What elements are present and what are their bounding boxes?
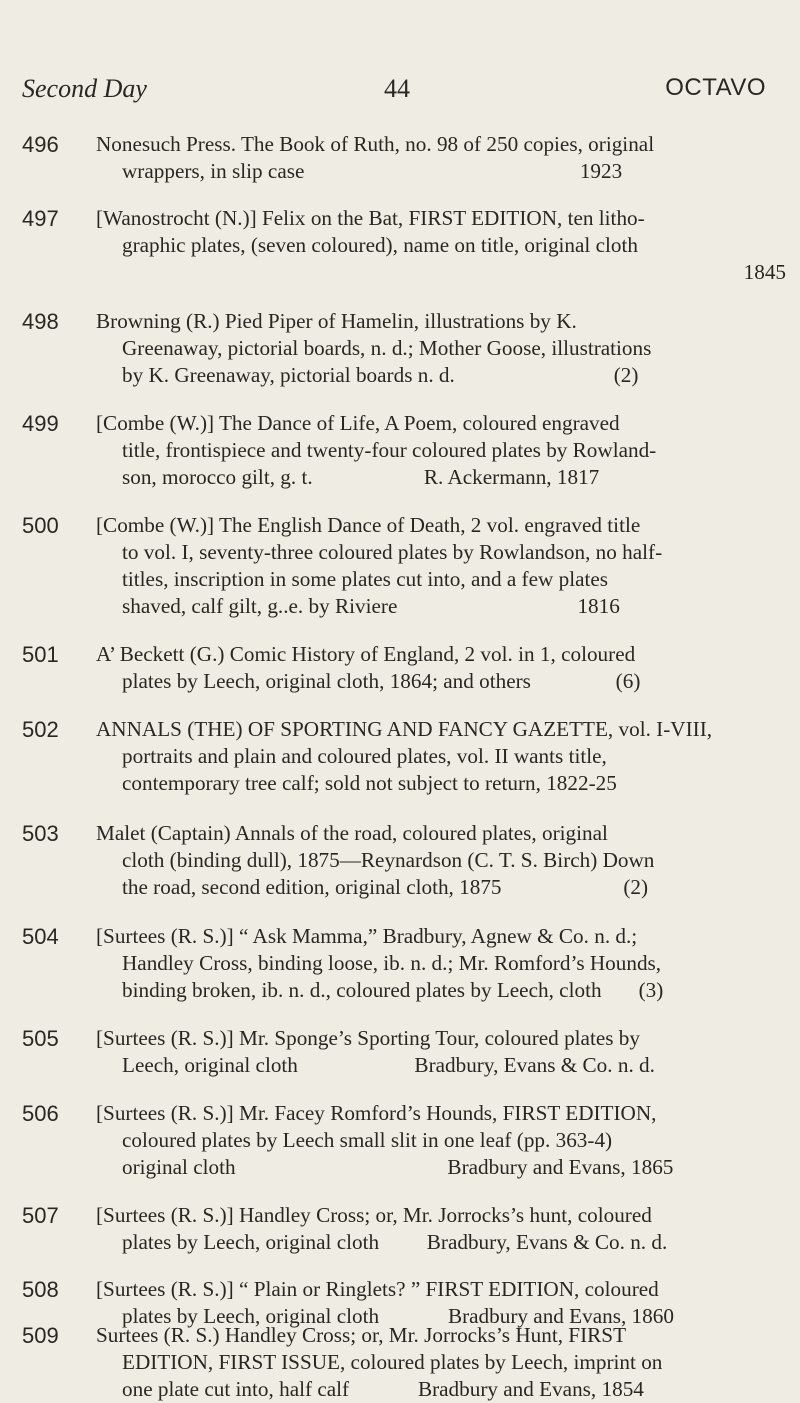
entry-line: plates by Leech, original cloth, 1864; and others (6) bbox=[122, 669, 641, 693]
entry-line: title, frontispiece and twenty-four coloured plates by Rowland- bbox=[122, 438, 657, 462]
lot-entry bbox=[22, 1202, 782, 1256]
entry-line: graphic plates, (seven coloured), name on title, original cloth bbox=[122, 233, 638, 257]
page-number: 44 bbox=[384, 74, 410, 103]
lot-number: 505 bbox=[22, 1026, 59, 1051]
entry-line: ANNALS (THE) OF SPORTING AND FANCY GAZETTE, vol. I-VIII, bbox=[96, 717, 713, 741]
entry-line: [Combe (W.)] The Dance of Life, A Poem, coloured engraved bbox=[96, 411, 620, 435]
lot-entry bbox=[22, 512, 782, 620]
entry-line: original cloth Bradbury and Evans, 1865 bbox=[122, 1155, 674, 1179]
lot-number: 499 bbox=[22, 411, 59, 436]
entry-line: Browning (R.) Pied Piper of Hamelin, illustrations by K. bbox=[96, 309, 577, 333]
entry-line: Nonesuch Press. The Book of Ruth, no. 98 of 250 copies, original bbox=[96, 132, 655, 156]
lot-number: 504 bbox=[22, 924, 59, 949]
entry-line: wrappers, in slip case 1923 bbox=[122, 159, 623, 183]
entry-line: [Surtees (R. S.)] Mr. Facey Romford’s Hounds, FIRST EDITION, bbox=[96, 1101, 657, 1125]
entry-line: by K. Greenaway, pictorial boards n. d. (2) bbox=[122, 363, 639, 387]
entry-line: EDITION, FIRST ISSUE, coloured plates by Leech, imprint on bbox=[122, 1350, 663, 1374]
entry-line: portraits and plain and coloured plates, vol. II wants title, bbox=[122, 744, 607, 768]
lot-entry bbox=[22, 820, 782, 901]
entry-line: [Wanostrocht (N.)] Felix on the Bat, FIRST EDITION, ten litho- bbox=[96, 206, 645, 230]
entry-line: shaved, calf gilt, g..e. by Riviere 1816 bbox=[122, 594, 620, 618]
lot-number: 509 bbox=[22, 1323, 59, 1348]
lot-entry bbox=[22, 410, 782, 491]
entry-line: Handley Cross, binding loose, ib. n. d.; Mr. Romford’s Hounds, bbox=[122, 951, 662, 975]
entry-line: A’ Beckett (G.) Comic History of England, 2 vol. in 1, coloured bbox=[96, 642, 636, 666]
entry-line: cloth (binding dull), 1875—Reynardson (C. T. S. Birch) Down bbox=[122, 848, 655, 872]
lot-entry bbox=[22, 923, 782, 1004]
entry-line: [Surtees (R. S.)] “ Ask Mamma,” Bradbury, Agnew & Co. n. d.; bbox=[96, 924, 638, 948]
lot-number: 500 bbox=[22, 513, 59, 538]
entry-line: binding broken, ib. n. d., coloured plates by Leech, cloth (3) bbox=[122, 978, 664, 1002]
header-format: OCTAVO bbox=[665, 74, 766, 101]
entry-line: Leech, original cloth Bradbury, Evans & Co. n. d. bbox=[122, 1053, 655, 1077]
entry-line: [Combe (W.)] The English Dance of Death, 2 vol. engraved title bbox=[96, 513, 641, 537]
lot-entry bbox=[22, 308, 782, 389]
entry-line: coloured plates by Leech small slit in one leaf (pp. 363-4) bbox=[122, 1128, 613, 1152]
entry-line: Greenaway, pictorial boards, n. d.; Mother Goose, illustrations bbox=[122, 336, 652, 360]
lot-entry bbox=[22, 1322, 782, 1403]
entry-line: titles, inscription in some plates cut into, and a few plates bbox=[122, 567, 609, 591]
entry-line: one plate cut into, half calf Bradbury and Evans, 1854 bbox=[122, 1377, 644, 1401]
lot-number: 507 bbox=[22, 1203, 59, 1228]
entry-line: plates by Leech, original cloth Bradbury, Evans & Co. n. d. bbox=[122, 1230, 668, 1254]
lot-number: 496 bbox=[22, 132, 59, 157]
page-header bbox=[22, 74, 766, 110]
lot-entry bbox=[22, 641, 782, 695]
lot-entry bbox=[22, 716, 782, 797]
entry-line: the road, second edition, original cloth, 1875 (2) bbox=[122, 875, 649, 899]
lot-number: 502 bbox=[22, 717, 59, 742]
entry-line: [Surtees (R. S.)] “ Plain or Ringlets? ” FIRST EDITION, coloured bbox=[96, 1277, 659, 1301]
lot-entry bbox=[22, 1025, 782, 1079]
entry-line: Surtees (R. S.) Handley Cross; or, Mr. Jorrocks’s Hunt, FIRST bbox=[96, 1323, 627, 1347]
lot-number: 506 bbox=[22, 1101, 59, 1126]
entry-line: to vol. I, seventy-three coloured plates by Rowlandson, no half- bbox=[122, 540, 663, 564]
lot-number: 501 bbox=[22, 642, 59, 667]
lot-number: 503 bbox=[22, 821, 59, 846]
lot-entry bbox=[22, 131, 782, 185]
entry-line: [Surtees (R. S.)] Handley Cross; or, Mr. Jorrocks’s hunt, coloured bbox=[96, 1203, 652, 1227]
entry-line: 1845 bbox=[743, 260, 786, 284]
entry-line: Malet (Captain) Annals of the road, coloured plates, original bbox=[96, 821, 608, 845]
lot-number: 497 bbox=[22, 206, 59, 231]
lot-number: 498 bbox=[22, 309, 59, 334]
entry-line: son, morocco gilt, g. t. R. Ackermann, 1817 bbox=[122, 465, 600, 489]
header-day: Second Day bbox=[22, 74, 147, 103]
entry-line: [Surtees (R. S.)] Mr. Sponge’s Sporting Tour, coloured plates by bbox=[96, 1026, 640, 1050]
lot-number: 508 bbox=[22, 1277, 59, 1302]
lot-entry bbox=[22, 205, 786, 286]
lot-entry bbox=[22, 1100, 782, 1181]
entry-line: contemporary tree calf; sold not subject to return, 1822-25 bbox=[122, 771, 617, 795]
entry-line: plates by Leech, original cloth Bradbury and Evans, 1860 bbox=[122, 1304, 674, 1328]
